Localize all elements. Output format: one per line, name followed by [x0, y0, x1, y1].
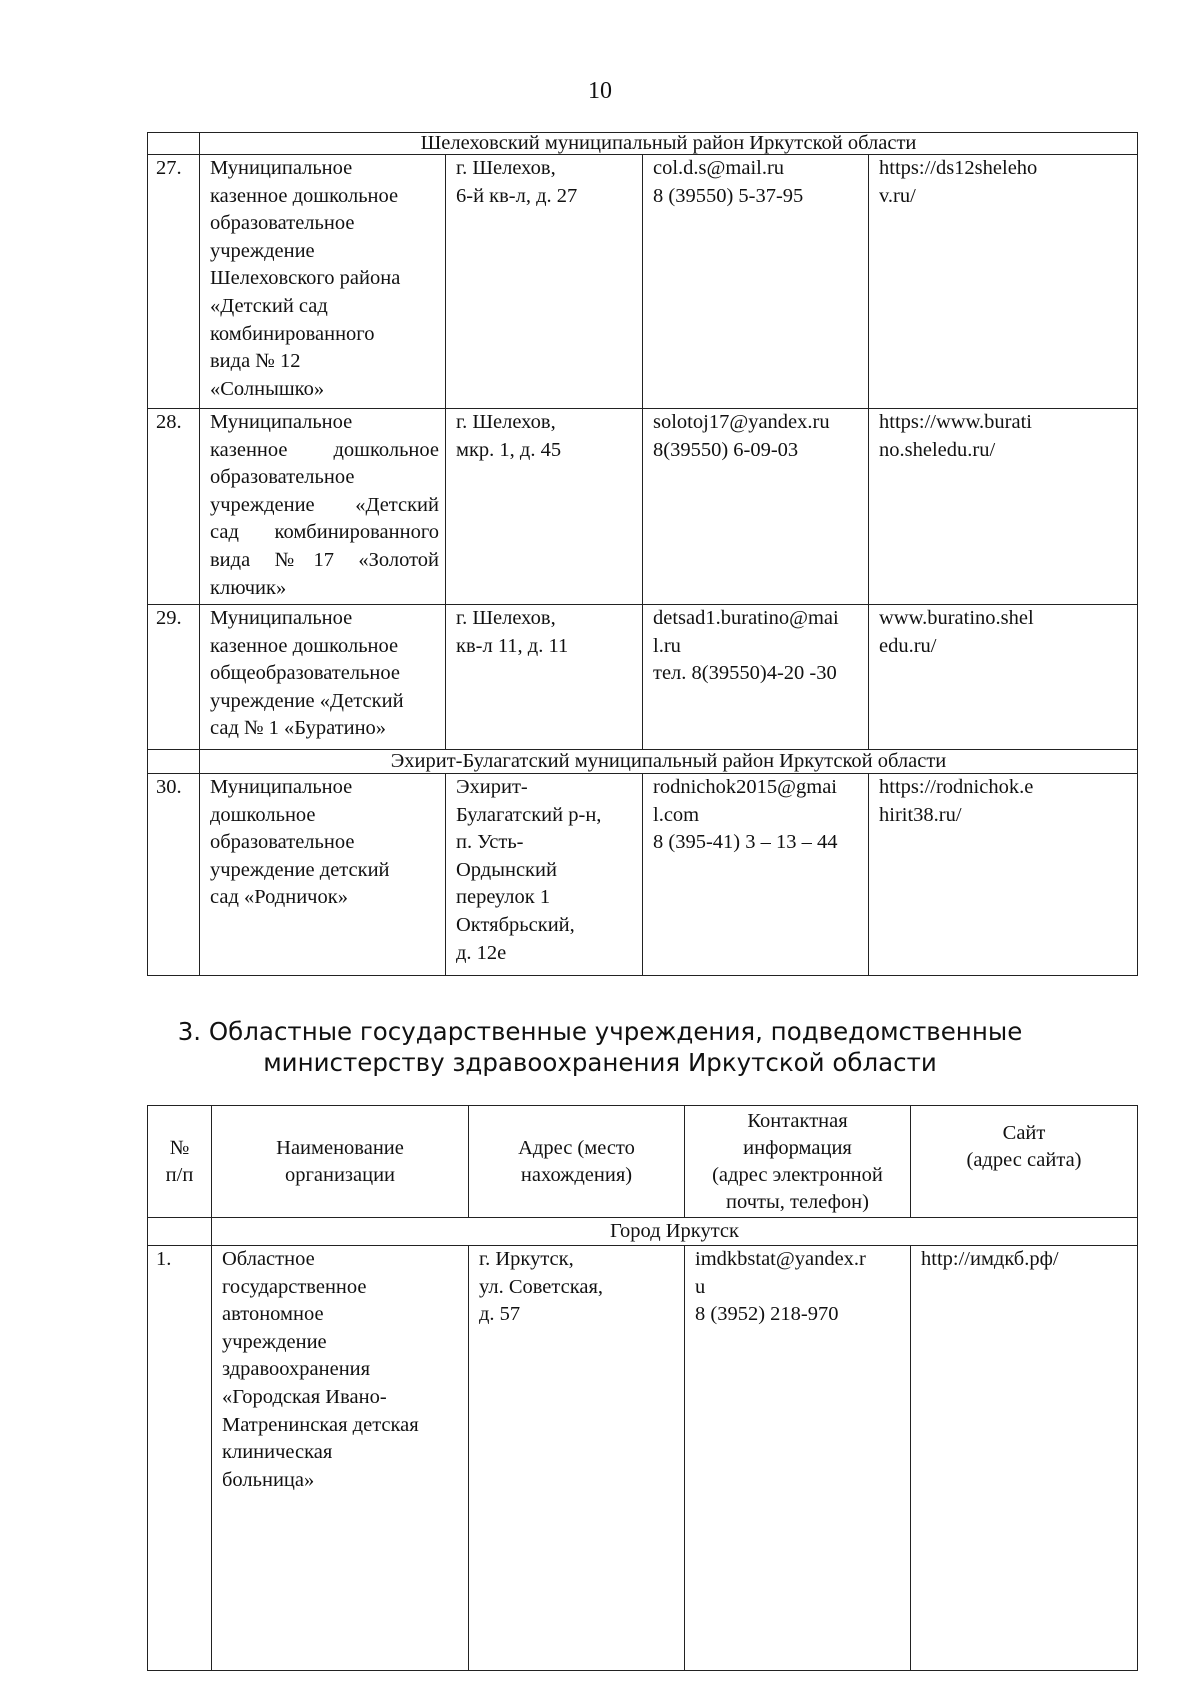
- address-line: кв-л 11, д. 11: [456, 634, 569, 657]
- region-row: [148, 1218, 1138, 1246]
- org-name-line: казенное дошкольное: [210, 438, 439, 461]
- region-title: Эхирит-Булагатский муниципальный район Иркутской области: [200, 750, 1138, 774]
- site-line: hirit38.ru/: [879, 803, 962, 826]
- org-name-line: комбинированного: [210, 322, 375, 345]
- org-name-line: Муниципальное: [210, 411, 353, 433]
- institutions-table-1: [147, 132, 1138, 976]
- org-name-cell: [200, 155, 446, 409]
- region-row: [148, 750, 1138, 774]
- site-cell: [869, 409, 1138, 605]
- org-name-line: сад комбинированного: [210, 521, 439, 544]
- address-line: ул. Советская,: [479, 1275, 604, 1298]
- table-row: [148, 605, 1138, 750]
- org-name-line: «Детский сад: [210, 294, 328, 317]
- section-heading-line: министерству здравоохранения Иркутской области: [263, 1048, 937, 1077]
- org-name-line: учреждение детский: [210, 858, 390, 881]
- header-address: [469, 1106, 685, 1218]
- phone: 8 (39550) 5-37-95: [653, 184, 804, 207]
- address-cell: [446, 605, 643, 750]
- org-name-line: сад № 1 «Буратино»: [210, 717, 387, 740]
- section-heading: [0, 1016, 1200, 1078]
- header-name: [212, 1106, 469, 1218]
- org-name-cell: [212, 1246, 469, 1671]
- site-line: v.ru/: [879, 184, 916, 207]
- org-name-line: Муниципальное: [210, 607, 353, 629]
- phone: 8 (395-41) 3 – 13 – 44: [653, 831, 838, 854]
- phone: тел. 8(39550)4-20 -30: [653, 662, 837, 685]
- site-cell: [869, 605, 1138, 750]
- address-line: Эхирит-: [456, 776, 528, 798]
- table-row: [148, 774, 1138, 976]
- org-name-line: Матренинская детская: [222, 1413, 419, 1436]
- site-cell: [911, 1246, 1138, 1671]
- address-line: г. Шелехов,: [456, 157, 556, 179]
- region-blank-cell: [148, 133, 200, 155]
- header-line: (адрес электронной: [712, 1163, 883, 1186]
- site-cell: [869, 774, 1138, 976]
- header-line: нахождения): [520, 1163, 633, 1186]
- org-name-line: ключик»: [210, 576, 287, 599]
- table-row: [148, 1246, 1138, 1671]
- header-contact: [685, 1106, 911, 1218]
- region-title: Шелеховский муниципальный район Иркутской области: [200, 133, 1138, 155]
- contact-cell: [643, 774, 869, 976]
- org-name-line: Муниципальное: [210, 776, 353, 798]
- org-name-line: автономное: [222, 1303, 324, 1326]
- address-line: Ордынский: [456, 858, 557, 881]
- address-line: мкр. 1, д. 45: [456, 438, 562, 461]
- org-name-line: учреждение: [210, 239, 315, 262]
- address-line: д. 57: [479, 1303, 521, 1326]
- row-number: 29.: [148, 605, 200, 750]
- address-cell: [446, 774, 643, 976]
- org-name-line: образовательное: [210, 212, 355, 235]
- table-row: [148, 409, 1138, 605]
- org-name-cell: [200, 409, 446, 605]
- address-line: г. Шелехов,: [456, 607, 556, 629]
- org-name-line: сад «Родничок»: [210, 886, 348, 909]
- org-name-line: «Городская Ивано-: [222, 1385, 387, 1408]
- contact-cell: [643, 605, 869, 750]
- header-line: №: [169, 1136, 190, 1159]
- region-row: [148, 133, 1138, 155]
- org-name-line: образовательное: [210, 831, 355, 854]
- header-line: п/п: [165, 1163, 194, 1186]
- row-number: 28.: [148, 409, 200, 605]
- email: imdkbstat@yandex.r: [695, 1248, 866, 1270]
- org-name-line: Областное: [222, 1248, 315, 1270]
- institutions-table-2: [147, 1105, 1138, 1671]
- row-number: 30.: [148, 774, 200, 976]
- org-name-line: вида № 12: [210, 350, 301, 373]
- site-line: http://имдкб.рф/: [921, 1248, 1059, 1270]
- email: l.com: [653, 803, 700, 826]
- org-name-line: учреждение «Детский: [210, 689, 404, 712]
- org-name-line: Муниципальное: [210, 157, 353, 179]
- org-name-line: вида №17 «Золотой: [210, 548, 439, 571]
- org-name-line: общеобразовательное: [210, 662, 401, 685]
- page-number: 10: [588, 78, 612, 104]
- phone: 8 (3952) 218-970: [695, 1303, 839, 1326]
- email: detsad1.buratino@mai: [653, 607, 839, 629]
- org-name-line: государственное: [222, 1275, 367, 1298]
- email: l.ru: [653, 634, 681, 657]
- header-line: Контактная: [747, 1109, 848, 1132]
- header-line: организации: [284, 1163, 396, 1186]
- org-name-line: учреждение: [222, 1330, 327, 1353]
- region-blank-cell: [148, 750, 200, 774]
- org-name-line: казенное дошкольное: [210, 184, 399, 207]
- org-name-line: учреждение «Детский: [210, 493, 439, 516]
- address-line: д. 12е: [456, 941, 507, 964]
- address-cell: [469, 1246, 685, 1671]
- address-cell: [446, 409, 643, 605]
- org-name-cell: [200, 774, 446, 976]
- header-line: Адрес (место: [518, 1136, 635, 1159]
- phone: 8(39550) 6-09-03: [653, 438, 799, 461]
- org-name-line: образовательное: [210, 466, 355, 489]
- email: u: [695, 1275, 706, 1298]
- region-blank-cell: [148, 1218, 212, 1246]
- region-title: Город Иркутск: [212, 1218, 1138, 1246]
- contact-cell: [643, 155, 869, 409]
- org-name-line: казенное дошкольное: [210, 634, 399, 657]
- address-line: переулок 1: [456, 886, 551, 909]
- org-name-line: «Солнышко»: [210, 377, 325, 400]
- site-line: edu.ru/: [879, 634, 937, 657]
- email: solotoj17@yandex.ru: [653, 411, 830, 433]
- table-row: [148, 155, 1138, 409]
- org-name-line: клиническая: [222, 1441, 333, 1464]
- address-line: Булагатский р-н,: [456, 803, 602, 826]
- header-line: почты, телефон): [726, 1190, 869, 1213]
- address-cell: [446, 155, 643, 409]
- contact-cell: [643, 409, 869, 605]
- site-line: https://ds12sheleho: [879, 157, 1038, 179]
- site-line: www.buratino.shel: [879, 607, 1034, 629]
- email: col.d.s@mail.ru: [653, 157, 785, 179]
- row-number: 1.: [148, 1246, 212, 1671]
- header-site: [911, 1106, 1138, 1218]
- contact-cell: [685, 1246, 911, 1671]
- org-name-line: Шелеховского района: [210, 267, 401, 290]
- address-line: п. Усть-: [456, 831, 524, 854]
- row-number: 27.: [148, 155, 200, 409]
- site-line: https://rodnichok.e: [879, 776, 1034, 798]
- address-line: г. Иркутск,: [479, 1248, 574, 1270]
- site-cell: [869, 155, 1138, 409]
- org-name-line: дошкольное: [210, 803, 316, 826]
- header-row: [148, 1106, 1138, 1218]
- address-line: 6-й кв-л, д. 27: [456, 184, 578, 207]
- section-heading-line: 3. Областные государственные учреждения, подведомственные: [177, 1017, 1023, 1046]
- org-name-line: больница»: [222, 1468, 315, 1491]
- header-line: Сайт: [1002, 1122, 1046, 1144]
- email: rodnichok2015@gmai: [653, 776, 837, 798]
- org-name-cell: [200, 605, 446, 750]
- header-line: информация: [743, 1136, 852, 1159]
- address-line: Октябрьский,: [456, 913, 575, 936]
- header-line: (адрес сайта): [966, 1149, 1082, 1171]
- address-line: г. Шелехов,: [456, 411, 556, 433]
- header-line: Наименование: [276, 1136, 404, 1159]
- org-name-line: здравоохранения: [222, 1358, 371, 1381]
- site-line: no.sheledu.ru/: [879, 438, 996, 461]
- header-num: [148, 1106, 212, 1218]
- site-line: https://www.burati: [879, 411, 1032, 433]
